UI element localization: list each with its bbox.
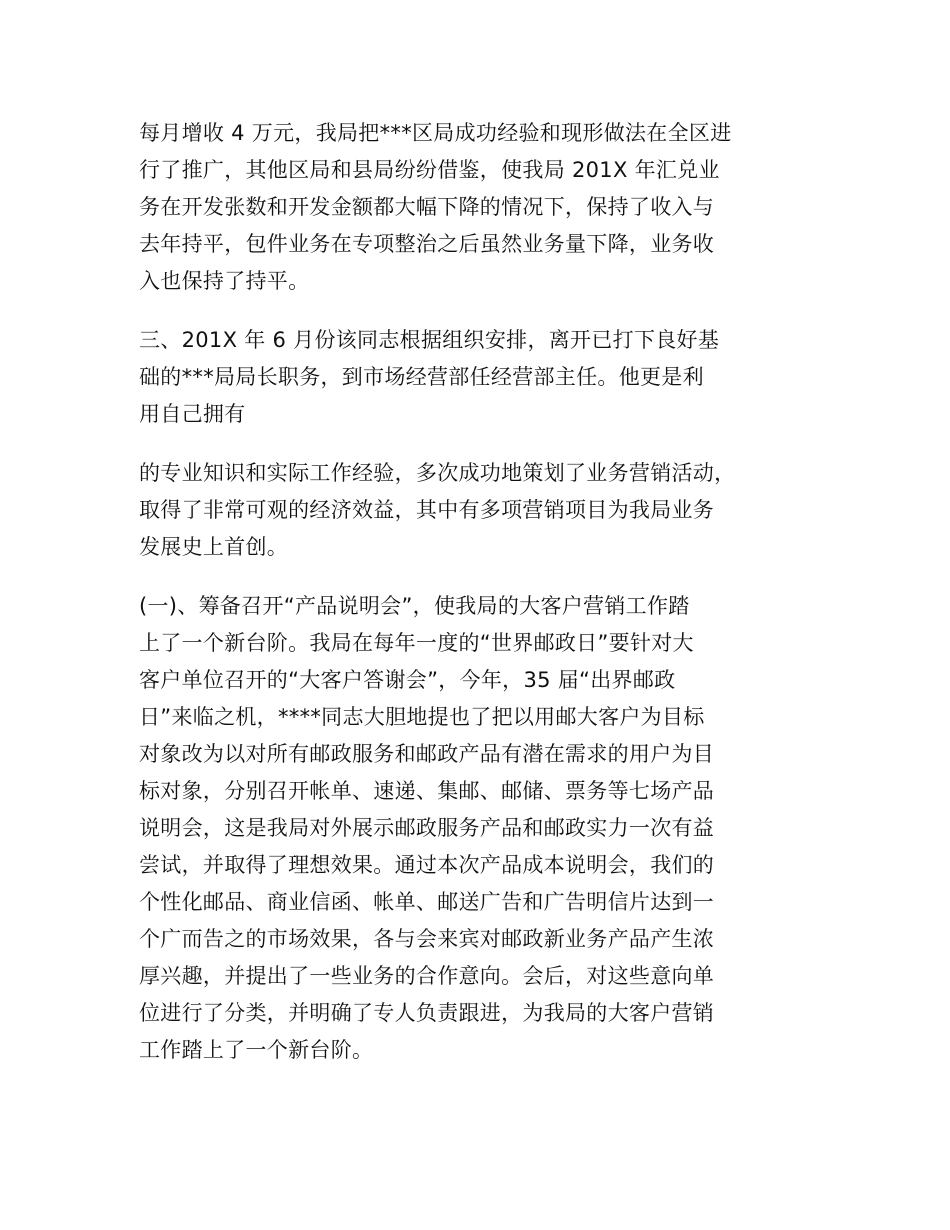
text-line: 说明会，这是我局对外展示邮政服务产品和邮政实力一次有益	[139, 816, 715, 840]
text-line: 每月增收 4 万元，我局把***区局成功经验和现形做法在全区进	[139, 121, 732, 145]
paragraph-expertise	[139, 455, 811, 566]
text-line: 三、201X 年 6 月份该同志根据组织安排，离开已打下良好基	[139, 328, 720, 352]
text-line: 对象改为以对所有邮政服务和邮政产品有潜在需求的用户为目	[139, 742, 715, 766]
text-line: 客户单位召开的“大客户答谢会”，今年，35 届“出界邮政	[139, 668, 676, 692]
text-line: 厚兴趣，并提出了一些业务的合作意向。会后，对这些意向单	[139, 964, 715, 988]
text-line: 取得了非常可观的经济效益，其中有多项营销项目为我局业务	[139, 498, 715, 522]
text-line: 尝试，并取得了理想效果。通过本次产品成本说明会，我们的	[139, 853, 715, 877]
text-line: 个性化邮品、商业信函、帐单、邮送广告和广告明信片达到一	[139, 890, 715, 914]
paragraph-results	[139, 115, 811, 300]
text-line: 行了推广，其他区局和县局纷纷借鉴，使我局 201X 年汇兑业	[139, 158, 720, 182]
document-body	[139, 115, 811, 1091]
text-line: 日”来临之机，****同志大胆地提也了把以用邮大客户为目标	[139, 705, 705, 729]
text-line: 入也保持了持平。	[139, 269, 310, 293]
text-line: 础的***局局长职务，到市场经营部任经营部主任。他更是利	[139, 365, 704, 389]
text-line: 去年持平，包件业务在专项整治之后虽然业务量下降，业务收	[139, 232, 715, 256]
text-line: 工作踏上了一个新台阶。	[139, 1038, 374, 1062]
text-line: 的专业知识和实际工作经验，多次成功地策划了业务营销活动，	[139, 461, 736, 485]
text-line: 务在开发张数和开发金额都大幅下降的情况下，保持了收入与	[139, 195, 715, 219]
text-line: 个广而告之的市场效果，各与会来宾对邮政新业务产品产生浓	[139, 927, 715, 951]
paragraph-product-meeting	[139, 588, 811, 1069]
text-line: 标对象，分别召开帐单、速递、集邮、邮储、票务等七场产品	[139, 779, 715, 803]
text-line: (一)、筹备召开“产品说明会”，使我局的大客户营销工作踏	[139, 594, 690, 618]
text-line: 发展史上首创。	[139, 535, 289, 559]
text-line: 位进行了分类，并明确了专人负责跟进，为我局的大客户营销	[139, 1001, 715, 1025]
text-line: 用自己拥有	[139, 402, 246, 426]
paragraph-section-three	[139, 322, 811, 433]
text-line: 上了一个新台阶。我局在每年一度的“世界邮政日”要针对大	[139, 631, 694, 655]
